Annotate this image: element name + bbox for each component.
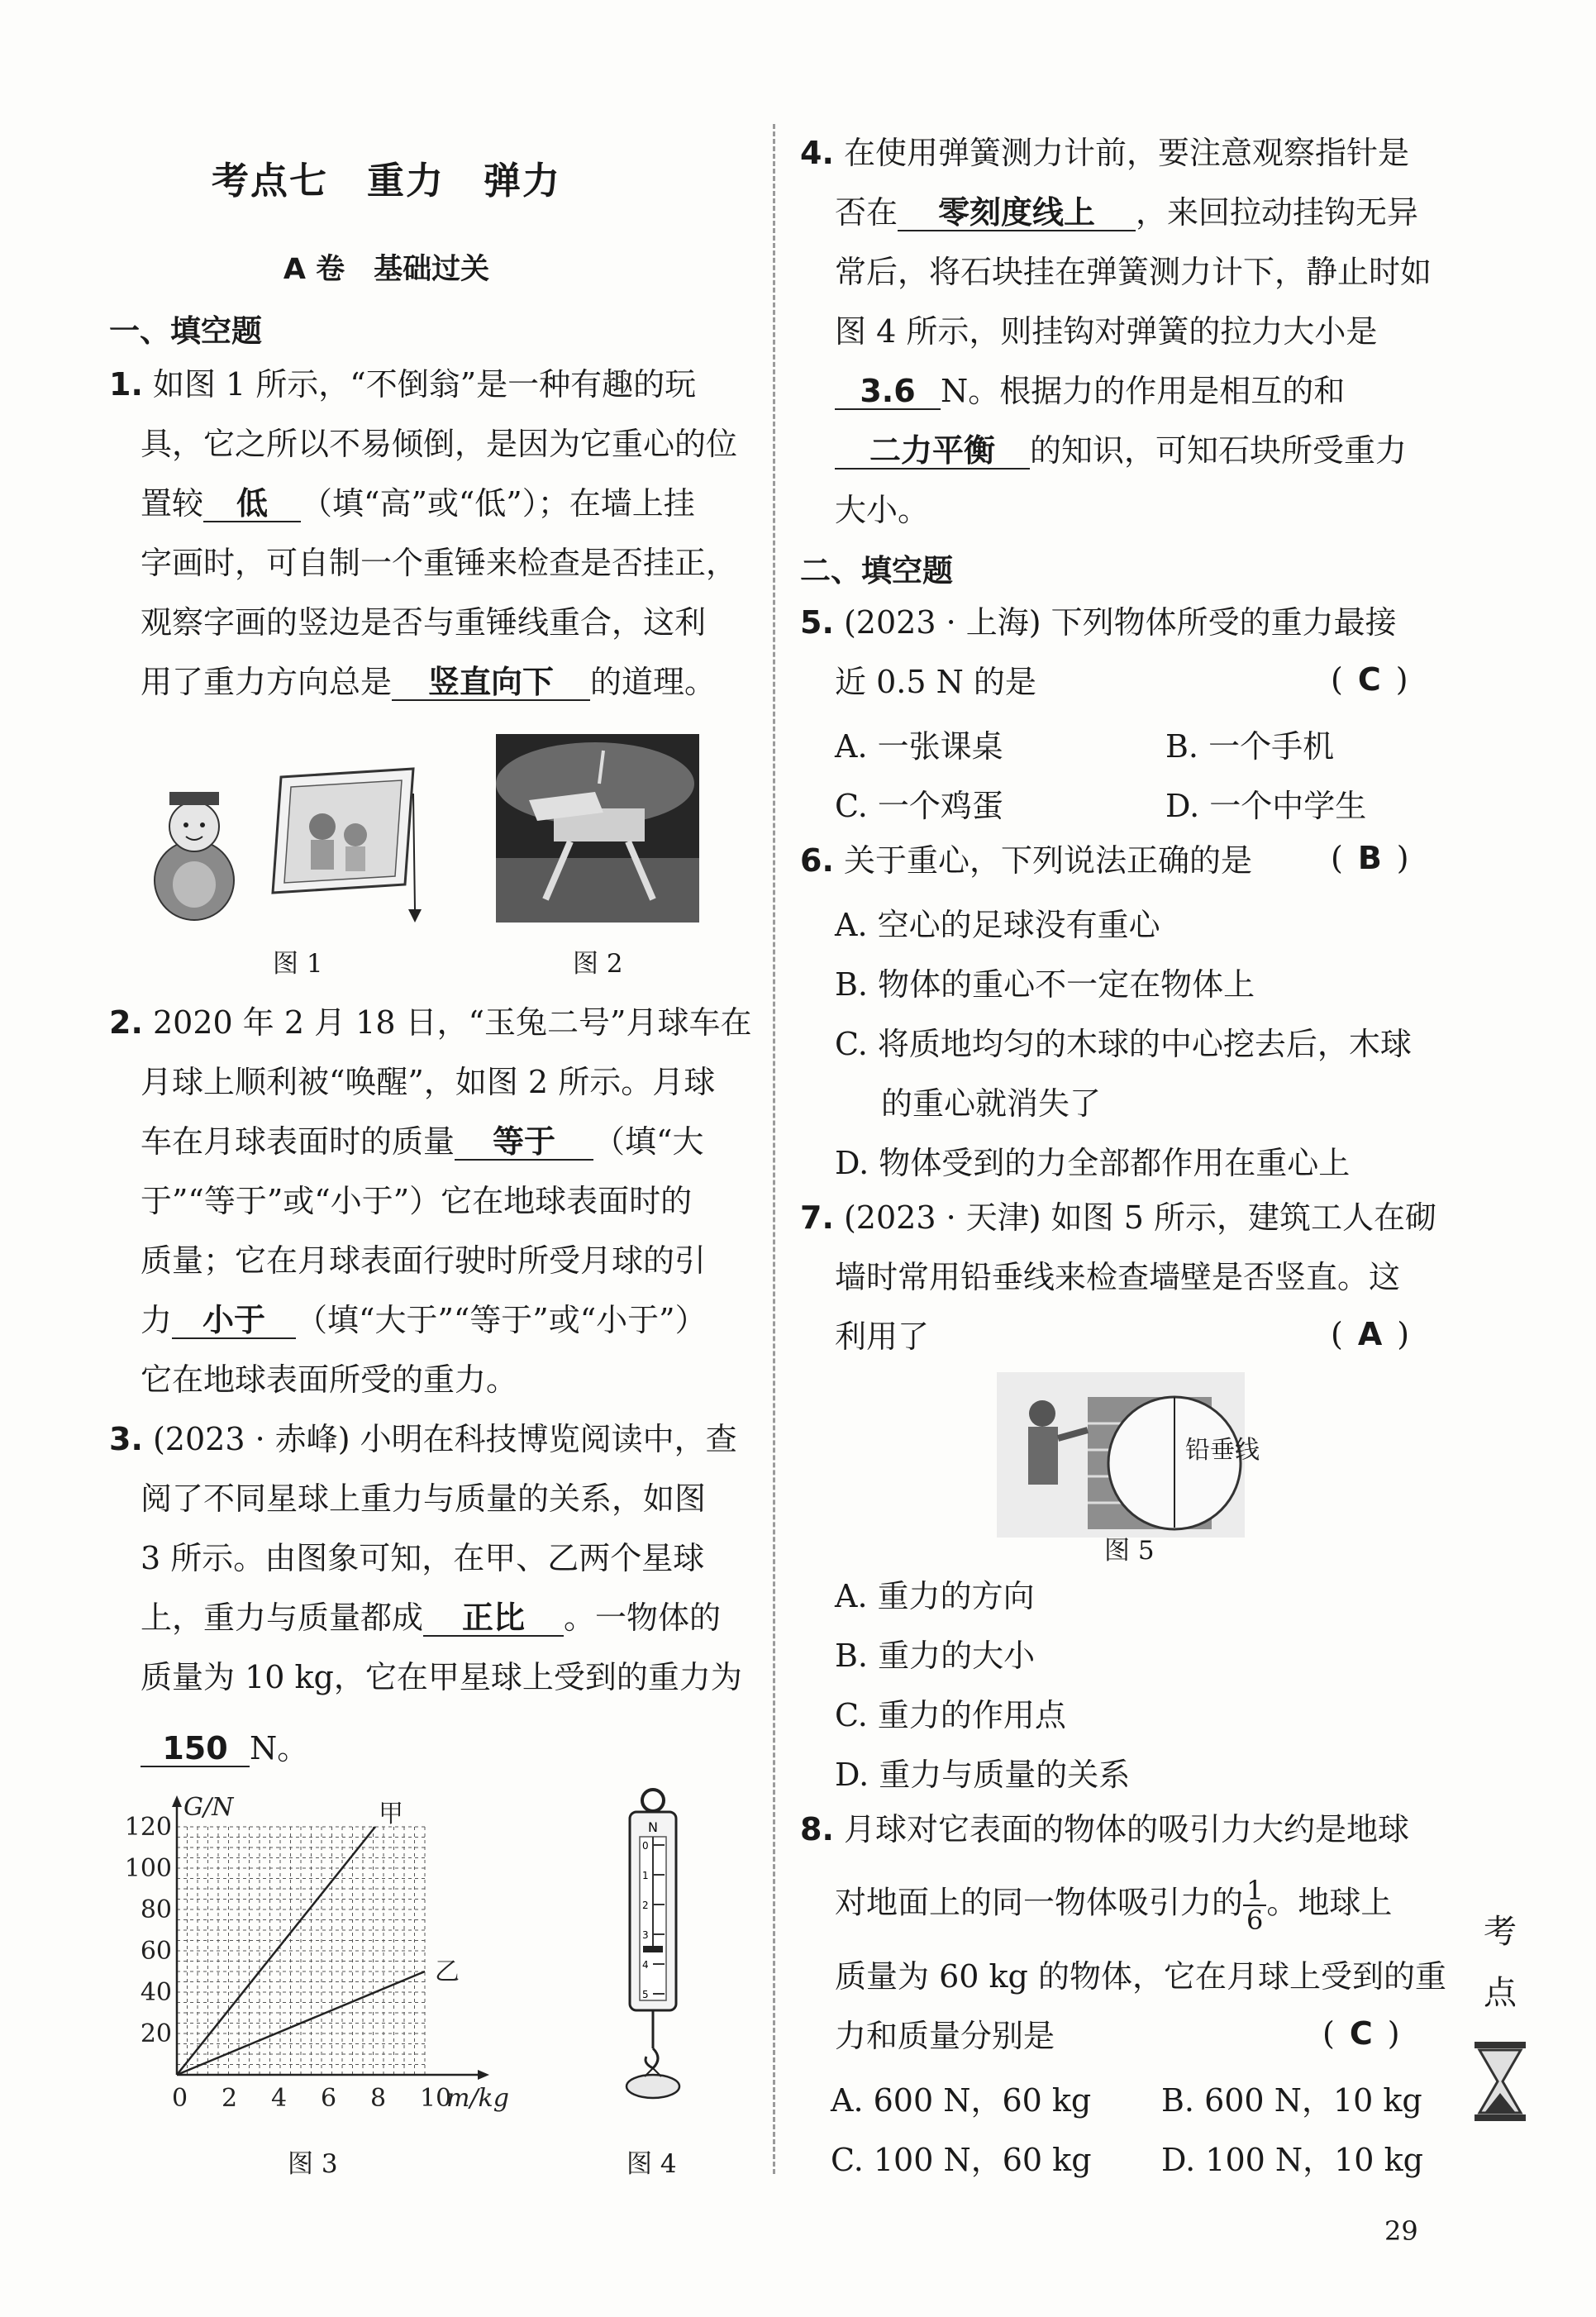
q5-option-c: C. 一个鸡蛋: [835, 788, 1003, 824]
q7-option-d: D. 重力与质量的关系: [835, 1757, 1131, 1793]
column-divider: [773, 124, 775, 2174]
figure-3-chart: [124, 1794, 512, 2124]
figure-5-caption: 图 5: [1104, 1536, 1155, 1566]
q3-line-4: [141, 1597, 721, 1638]
y-tick-label: 20: [140, 2019, 172, 2048]
q8-fraction-numerator: 1: [1243, 1876, 1266, 1906]
x-tick-label: 6: [321, 2084, 337, 2113]
q3-text-6b: N。: [250, 1730, 309, 1766]
q3-text-4a: 上，重力与质量都成: [141, 1599, 424, 1636]
q4-answer-2: 3.6: [835, 374, 941, 410]
x-axis-label: m/kg: [446, 2084, 509, 2113]
figure-1-caption: 图 1: [273, 949, 323, 979]
section-heading-1: 一、填空题: [109, 313, 262, 349]
page-number: 29: [1384, 2215, 1418, 2247]
tumbler-toy-icon: [155, 792, 234, 920]
q8-line-2: [835, 1876, 1392, 1934]
q1-text-3a: 置较: [141, 485, 204, 522]
y-axis-arrow-icon: [172, 1795, 182, 1807]
q3-text-4b: 。一物体的: [564, 1599, 722, 1636]
x-tick-label: 0: [172, 2084, 188, 2113]
q4-line-1: [800, 132, 1409, 174]
x-tick-label: 10: [420, 2084, 452, 2113]
figure-5-illustration: [997, 1372, 1260, 1538]
figure-1-illustration: [149, 760, 430, 926]
q2-answer-1: 等于: [455, 1124, 593, 1161]
x-tick-label: 2: [222, 2084, 238, 2113]
q7-line-2: 墙时常用铅垂线来检查墙壁是否竖直。这: [835, 1259, 1401, 1295]
scale-tick-label: 5: [642, 1989, 649, 2000]
q1-line-5: 观察字画的竖边是否与重锤线重合，这利: [141, 604, 707, 641]
q3-answer-2: 150: [141, 1731, 250, 1767]
q4-line-2: [835, 192, 1418, 233]
q5-line-1: [800, 602, 1397, 643]
side-tab-char-1: 考: [1484, 1913, 1517, 1951]
q3-line-1: [109, 1418, 737, 1460]
q4-text-2a: 否在: [835, 194, 898, 231]
x-tick-label: 4: [271, 2084, 288, 2113]
figure-3-caption: 图 3: [288, 2149, 338, 2179]
figure-4-caption: 图 4: [626, 2149, 677, 2179]
q8-option-b: B. 600 N，10 kg: [1161, 2082, 1422, 2119]
q2-line-4: 于”“等于”或“小于”）它在地球表面时的: [141, 1183, 693, 1219]
q5-line-2: 近 0.5 N 的是: [835, 664, 1036, 700]
q5-option-b: B. 一个手机: [1165, 728, 1335, 765]
q5-text-1: (2023 · 上海) 下列物体所受的重力最接: [833, 604, 1397, 641]
q4-number: 4.: [800, 135, 834, 171]
scale-tick-label: 1: [642, 1870, 649, 1881]
q3-line-6: [141, 1728, 308, 1769]
q3-answer-1: 正比: [423, 1600, 564, 1637]
q1-line-1: [109, 364, 696, 405]
q5-answer-paren: ( C ): [1331, 661, 1408, 698]
series-label-1: 甲: [379, 1800, 403, 1828]
series-label-2: 乙: [435, 1957, 460, 1986]
q4-answer-3: 二力平衡: [835, 433, 1030, 470]
y-tick-label: 60: [140, 1937, 172, 1966]
q5-number: 5.: [800, 604, 834, 641]
q8-fraction-denominator: 6: [1246, 1905, 1264, 1936]
q8-line-1: [800, 1809, 1409, 1850]
q8-option-c: C. 100 N，60 kg: [831, 2142, 1092, 2178]
scale-tick-label: 0: [642, 1840, 649, 1852]
plumb-line-label: 铅垂线: [1185, 1436, 1260, 1465]
q6-option-a: A. 空心的足球没有重心: [835, 907, 1160, 943]
q2-line-1: [109, 1002, 751, 1043]
side-tab-char-2: 点: [1484, 1974, 1517, 2012]
q7-answer: A: [1357, 1316, 1383, 1352]
q4-text-1: 在使用弹簧测力计前，要注意观察指针是: [833, 135, 1409, 171]
q8-answer: C: [1349, 2015, 1373, 2052]
spring-scale-icon: [626, 1790, 679, 2098]
q3-text-1: (2023 · 赤峰) 小明在科技博览阅读中，查: [142, 1421, 737, 1457]
q7-line-3: 利用了: [835, 1318, 930, 1355]
q3-line-3: 3 所示。由图象可知，在甲、乙两个星球: [141, 1540, 705, 1576]
q2-line-2: 月球上顺利被“唤醒”，如图 2 所示。月球: [141, 1064, 716, 1100]
q8-option-a: A. 600 N，60 kg: [831, 2082, 1092, 2119]
q7-text-1: (2023 · 天津) 如图 5 所示，建筑工人在砌: [833, 1199, 1436, 1236]
q6-answer-paren: ( B ): [1331, 840, 1409, 876]
q6-answer: B: [1357, 840, 1382, 876]
q1-text-6b: 的道理。: [590, 664, 717, 700]
section-heading-2: 二、填空题: [800, 553, 953, 589]
q4-text-5b: N。根据力的作用是相互的和: [941, 373, 1346, 409]
q2-line-5: 质量；它在月球表面行驶时所受月球的引: [141, 1242, 707, 1279]
q6-option-c-2: 的重心就消失了: [881, 1085, 1102, 1122]
section-subtitle: A 卷 基础过关: [283, 253, 490, 286]
q1-answer-2: 竖直向下: [392, 665, 590, 701]
q5-option-a: A. 一张课桌: [835, 728, 1003, 765]
q7-number: 7.: [800, 1199, 834, 1236]
q3-line-2: 阅了不同星球上重力与质量的关系，如图: [141, 1480, 707, 1517]
q2-line-7: 它在地球表面所受的重力。: [141, 1361, 518, 1398]
q2-line-3: [141, 1121, 703, 1162]
q1-text-6a: 用了重力方向总是: [141, 664, 393, 700]
q2-answer-2: 小于: [172, 1303, 296, 1339]
scale-unit-label: N: [648, 1819, 658, 1835]
q7-option-b: B. 重力的大小: [835, 1638, 1036, 1674]
q5-answer: C: [1357, 661, 1381, 698]
q7-option-c: C. 重力的作用点: [835, 1697, 1066, 1733]
scale-tick-label: 2: [642, 1900, 649, 1911]
q4-line-5: [835, 370, 1345, 412]
q1-line-4: 字画时，可自制一个重锤来检查是否挂正，: [141, 545, 738, 581]
x-axis-arrow-icon: [478, 2070, 489, 2080]
q1-line-3: [141, 483, 695, 524]
q2-text-3b: （填“大: [593, 1123, 704, 1160]
q4-line-3: 常后，将石块挂在弹簧测力计下，静止时如: [835, 254, 1432, 290]
q6-option-c-1: C. 将质地均匀的木球的中心挖去后，木球: [835, 1026, 1412, 1062]
y-axis-label: G/N: [183, 1793, 234, 1822]
scale-tick-label: 4: [642, 1959, 649, 1971]
y-tick-label: 120: [124, 1813, 172, 1842]
q6-option-d: D. 物体受到的力全部都作用在重心上: [835, 1145, 1351, 1181]
q8-fraction: [1243, 1876, 1266, 1934]
q8-text-2b: 。地球上: [1266, 1884, 1393, 1921]
q7-option-a: A. 重力的方向: [835, 1578, 1035, 1614]
hanging-picture-icon: [273, 769, 422, 923]
q3-number: 3.: [109, 1421, 143, 1457]
q4-line-6: [835, 430, 1407, 471]
q6-line-1: [800, 840, 1252, 881]
q4-text-2b: ，来回拉动挂钩无异: [1136, 194, 1419, 231]
q1-text-1: 如图 1 所示，“不倒翁”是一种有趣的玩: [142, 366, 697, 403]
q8-line-4: 力和质量分别是: [835, 2018, 1055, 2054]
q8-text-1: 月球对它表面的物体的吸引力大约是地球: [833, 1811, 1409, 1847]
q3-line-5: 质量为 10 kg，它在甲星球上受到的重力为: [141, 1659, 742, 1695]
q8-answer-paren: ( C ): [1322, 2015, 1400, 2052]
y-tick-label: 40: [140, 1978, 172, 2007]
q2-text-1: 2020 年 2 月 18 日，“玉兔二号”月球车在: [142, 1004, 752, 1041]
q2-line-6: [141, 1299, 707, 1341]
page-title: 考点七 重力 弹力: [211, 159, 561, 203]
q1-line-2: 具，它之所以不易倾倒，是因为它重心的位: [141, 426, 738, 462]
figure-2-photo: [496, 734, 699, 923]
q4-answer-1: 零刻度线上: [898, 195, 1136, 231]
q1-line-6: [141, 661, 716, 703]
figure-4-spring-scale: [612, 1785, 694, 2116]
q1-text-3b: （填“高”或“低”）；在墙上挂: [301, 485, 695, 522]
q5-option-d: D. 一个中学生: [1165, 788, 1367, 824]
q2-text-6a: 力: [141, 1302, 173, 1338]
q6-option-b: B. 物体的重心不一定在物体上: [835, 966, 1255, 1003]
q7-line-1: [800, 1197, 1436, 1238]
q8-text-2a: 对地面上的同一物体吸引力的: [835, 1884, 1244, 1921]
q8-option-d: D. 100 N，10 kg: [1161, 2142, 1423, 2178]
q4-text-6b: 的知识，可知石块所受重力: [1030, 432, 1408, 469]
q4-line-4: 图 4 所示，则挂钩对弹簧的拉力大小是: [835, 313, 1378, 350]
q1-answer-1: 低: [203, 486, 301, 522]
q2-text-3a: 车在月球表面时的质量: [141, 1123, 455, 1160]
q6-number: 6.: [800, 842, 834, 879]
q8-line-3: 质量为 60 kg 的物体，它在月球上受到的重: [835, 1958, 1446, 1995]
q4-line-7: 大小。: [835, 492, 930, 528]
q8-number: 8.: [800, 1811, 834, 1847]
q1-number: 1.: [109, 366, 143, 403]
y-tick-label: 80: [140, 1895, 172, 1924]
scale-tick-label: 3: [642, 1929, 649, 1941]
x-tick-label: 8: [370, 2084, 387, 2113]
side-tab: [1475, 1901, 1525, 2024]
q2-text-6b: （填“大于”“等于”或“小于”）: [296, 1302, 707, 1338]
hourglass-icon: [1473, 2042, 1527, 2121]
q2-number: 2.: [109, 1004, 143, 1041]
q6-text-1: 关于重心，下列说法正确的是: [833, 842, 1252, 879]
q7-answer-paren: ( A ): [1331, 1316, 1410, 1352]
figure-2-caption: 图 2: [573, 949, 623, 979]
y-tick-label: 100: [124, 1854, 172, 1883]
